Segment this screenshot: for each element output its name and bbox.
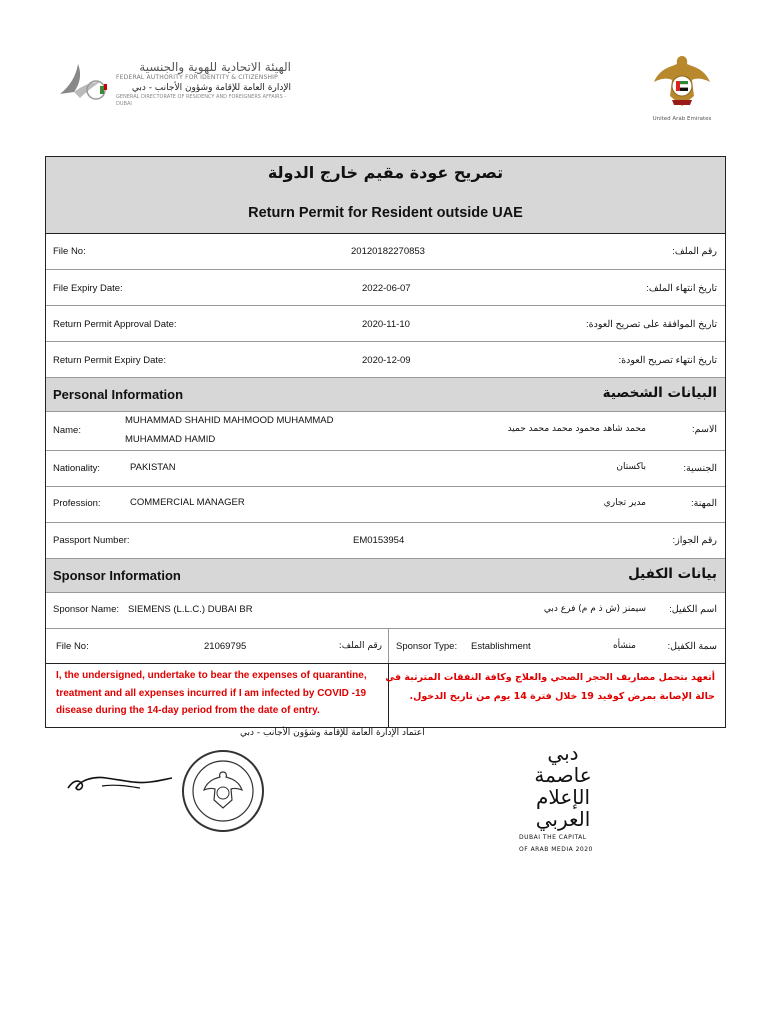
signature-icon	[66, 766, 174, 798]
declaration-ar: أتعهد بتحمل مصاريف الحجر الصحي والعلاج وكافة النفقات المترتبة في حالة الإصابة بمرض كوفيد 19 خلال فترة 14 يوم من تاريخ الدخول.	[385, 672, 715, 702]
eagle-emblem-icon	[650, 52, 714, 110]
sponsor-file-label-ar: رقم الملف:	[338, 641, 382, 651]
nationality-row	[46, 451, 725, 487]
profession-row	[46, 487, 725, 523]
sponsor-name-row	[46, 593, 725, 629]
media-logo-ar-1: دبي	[547, 741, 579, 765]
passport-row	[46, 523, 725, 559]
column-divider	[388, 629, 389, 663]
profession-label-ar: المهنة:	[690, 498, 717, 509]
permit-expiry-row	[46, 342, 725, 378]
nationality-label-ar: الجنسية:	[683, 463, 717, 474]
sponsor-type-label: Sponsor Type:	[396, 641, 458, 652]
sponsor-name-label-ar: اسم الكفيل:	[669, 604, 717, 615]
declaration-en: I, the undersigned, undertake to bear the expenses of quarantine, treatment and all expenses incurred if I am infected by COVID -19 disease during the 14-day period from the date of entry.	[56, 670, 367, 716]
file-expiry-row	[46, 270, 725, 306]
authority-name-en: FEDERAL AUTHORITY FOR IDENTITY & CITIZENSHIP	[116, 74, 278, 81]
media-logo-en-1: DUBAI THE CAPITAL	[519, 834, 587, 841]
covid-declaration	[46, 664, 725, 727]
approval-date-label-ar: تاريخ الموافقة على تصريح العودة:	[586, 319, 717, 330]
media-logo-ar-2: عاصمة	[534, 763, 592, 787]
file-no-row	[46, 234, 725, 270]
permit-expiry-value: 2020-12-09	[362, 355, 411, 366]
official-stamp-icon	[180, 748, 266, 834]
approval-date-row	[46, 306, 725, 342]
sponsor-name-label: Sponsor Name:	[53, 604, 120, 615]
name-label-ar: الاسم:	[692, 424, 717, 435]
passport-value: EM0153954	[353, 535, 405, 546]
name-label: Name:	[53, 425, 81, 436]
sponsor-info-heading-ar: بيانات الكفيل	[628, 566, 717, 582]
personal-info-heading-ar: البيانات الشخصية	[602, 385, 717, 401]
nationality-value: PAKISTAN	[130, 462, 176, 473]
media-logo-ar-4: العربي	[535, 807, 591, 831]
authority-logo	[56, 56, 291, 107]
falcon-logo-icon	[56, 56, 114, 106]
passport-label-ar: رقم الجواز:	[672, 535, 717, 546]
directorate-name-ar: الإدارة العامة للإقامة وشؤون الأجانب - دبي	[131, 83, 291, 93]
sponsor-file-row	[46, 629, 725, 664]
sponsor-info-header	[46, 559, 725, 593]
profession-label: Profession:	[53, 498, 101, 509]
file-expiry-value: 2022-06-07	[362, 283, 411, 294]
name-line2: MUHAMMAD HAMID	[125, 434, 216, 445]
sponsor-file-value: 21069795	[204, 641, 247, 652]
file-no-label: File No:	[53, 246, 86, 257]
uae-emblem	[650, 52, 714, 122]
name-line1: MUHAMMAD SHAHID MAHMOOD MUHAMMAD	[125, 415, 334, 426]
file-no-label-ar: رقم الملف:	[672, 246, 717, 257]
file-expiry-label: File Expiry Date:	[53, 283, 123, 294]
profession-value: COMMERCIAL MANAGER	[130, 497, 245, 508]
personal-info-heading: Personal Information	[53, 387, 184, 402]
file-expiry-label-ar: تاريخ انتهاء الملف:	[646, 283, 717, 294]
nationality-ar: باكستان	[616, 462, 646, 472]
directorate-name-en: GENERAL DIRECTORATE OF RESIDENCY AND FOREIGNERS AFFAIRS - DUBAI	[116, 94, 287, 107]
title-band	[46, 157, 725, 234]
permit-form	[45, 156, 726, 728]
name-ar: محمد شاهد محمود محمد محمد حميد	[507, 424, 646, 434]
dubai-media-logo	[519, 742, 607, 854]
personal-info-header	[46, 378, 725, 412]
name-row	[46, 412, 725, 451]
approval-date-label: Return Permit Approval Date:	[53, 319, 177, 330]
media-logo-ar-3: الإعلام	[536, 785, 590, 809]
permit-expiry-label: Return Permit Expiry Date:	[53, 355, 166, 366]
permit-expiry-label-ar: تاريخ انتهاء تصريح العودة:	[618, 355, 717, 366]
profession-ar: مدير تجاري	[603, 498, 646, 508]
approval-text-ar: اعتماد الإدارة العامة للإقامة وشؤون الأجانب - دبي	[240, 728, 425, 738]
sponsor-type-value: Establishment	[471, 641, 531, 652]
file-no-value: 20120182270853	[351, 246, 425, 257]
media-logo-en-2: OF ARAB MEDIA 2020	[519, 846, 593, 853]
sponsor-type-label-ar: سمة الكفيل:	[667, 641, 717, 652]
sponsor-type-ar: منشأه	[612, 641, 636, 651]
sponsor-name-ar: سيمنز (ش ذ م م) فرع دبي	[543, 604, 646, 614]
sponsor-info-heading: Sponsor Information	[53, 568, 181, 583]
sponsor-file-label: File No:	[56, 641, 89, 652]
authority-name-ar: الهيئة الاتحادية للهوية والجنسية	[139, 60, 291, 74]
emblem-caption: United Arab Emirates	[652, 116, 712, 122]
approval-date-value: 2020-11-10	[362, 319, 410, 330]
passport-label: Passport Number:	[53, 535, 130, 546]
nationality-label: Nationality:	[53, 463, 100, 474]
sponsor-name-value: SIEMENS (L.L.C.) DUBAI BR	[128, 604, 253, 615]
permit-title-en: Return Permit for Resident outside UAE	[248, 205, 523, 221]
permit-title-ar: تصريح عودة مقيم خارج الدولة	[267, 163, 504, 182]
